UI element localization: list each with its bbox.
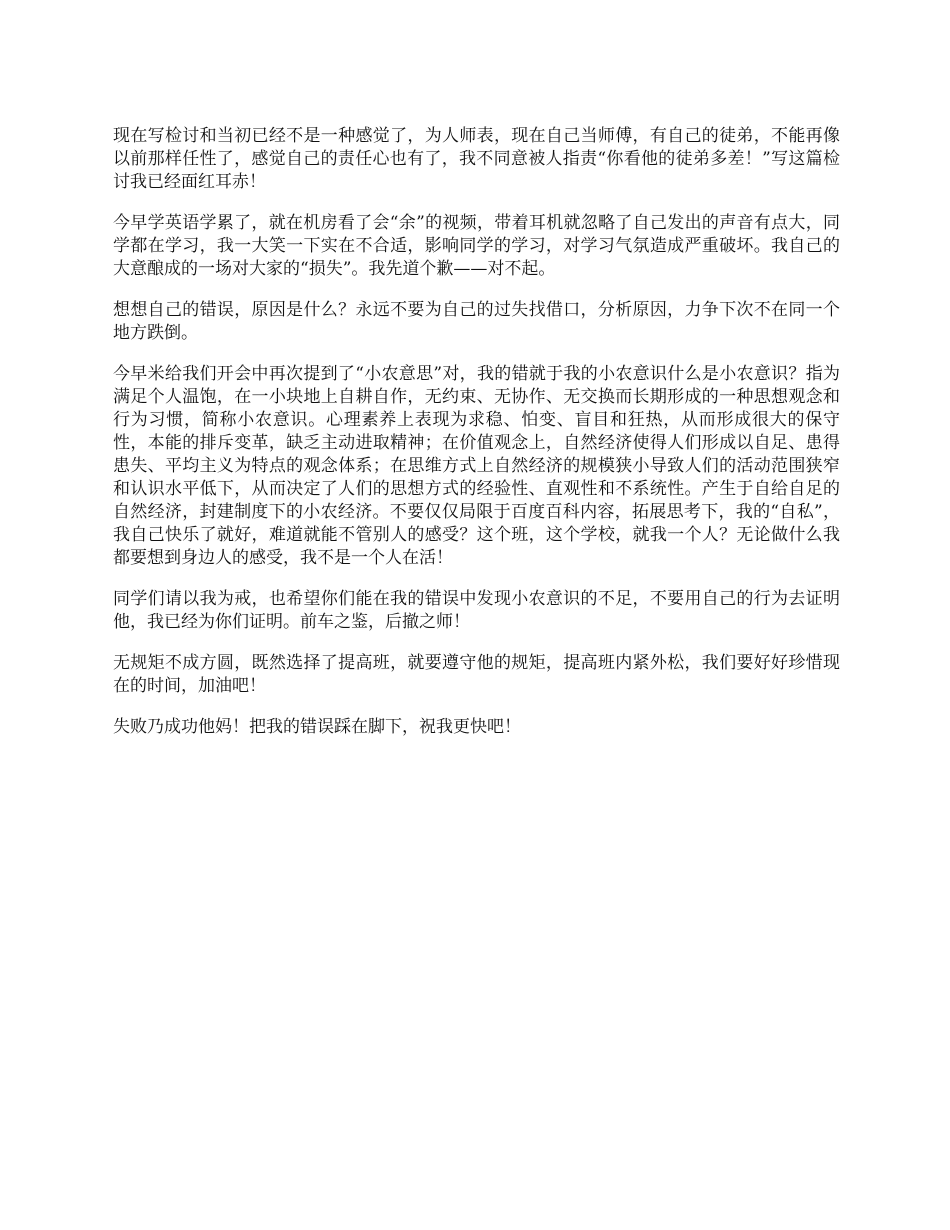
paragraph-3: 想想自己的错误，原因是什么？永远不要为自己的过失找借口，分析原因，力争下次不在同一个地方跌倒。	[113, 300, 840, 343]
paragraph-5: 同学们请以我为戒，也希望你们能在我的错误中发现小农意识的不足，不要用自己的行为去证明他，我已经为你们证明。前车之鉴，后撤之师！	[113, 589, 840, 632]
paragraph-1: 现在写检讨和当初已经不是一种感觉了，为人师表，现在自己当师傅，有自己的徒弟，不能再像以前那样任性了，感觉自己的责任心也有了，我不同意被人指责“你看他的徒弟多差！”写这篇检讨我已经面红耳赤！	[113, 126, 840, 192]
paragraph-6: 无规矩不成方圆，既然选择了提高班，就要遵守他的规矩，提高班内紧外松，我们要好好珍惜现在的时间，加油吧！	[113, 653, 840, 696]
paragraph-2: 今早学英语学累了，就在机房看了会“余”的视频，带着耳机就忽略了自己发出的声音有点大，同学都在学习，我一大笑一下实在不合适，影响同学的学习，对学习气氛造成严重破坏。我自己的大意酿成的一场对大家的“损失”。我先道个歉——对不起。	[113, 213, 840, 279]
document-body	[113, 125, 840, 739]
paragraph-7: 失败乃成功他妈！把我的错误踩在脚下，祝我更快吧！	[113, 717, 521, 737]
paragraph-4: 今早米给我们开会中再次提到了“小农意思”对，我的错就于我的小农意识什么是小农意识？指为满足个人温饱，在一小块地上自耕自作，无约束、无协作、无交换而长期形成的一种思想观念和行为习惯，简称小农意识。心理素养上表现为求稳、怕变、盲目和狂热，从而形成很大的保守性，本能的排斥变革，缺乏主动进取精神；在价值观念上，自然经济使得人们形成以自足、患得患失、平均主义为特点的观念体系；在思维方式上自然经济的规模狭小导致人们的活动范围狭窄和认识水平低下，从而决定了人们的思想方式的经验性、直观性和不系统性。产生于自给自足的自然经济，封建制度下的小农经济。不要仅仅局限于百度百科内容，拓展思考下，我的“自私”，我自己快乐了就好，难道就能不管别人的感受？这个班，这个学校，就我一个人？无论做什么我都要想到身边人的感受，我不是一个人在活！	[113, 364, 840, 568]
